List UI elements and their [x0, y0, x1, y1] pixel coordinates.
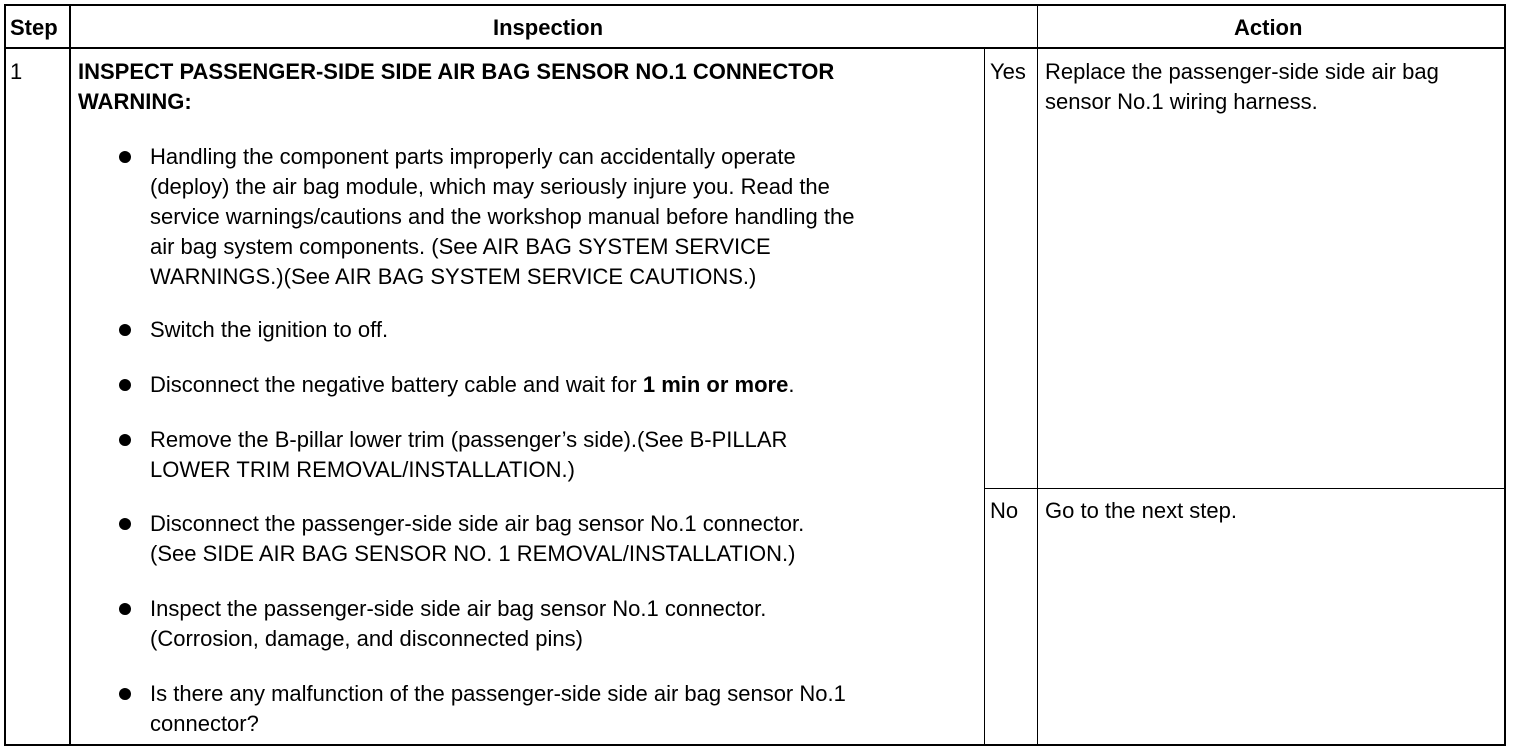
step-column-divider — [69, 4, 71, 746]
bullet-line: LOWER TRIM REMOVAL/INSTALLATION.) — [150, 457, 575, 482]
bullet-line: air bag system components. (See AIR BAG SYSTEM SERVICE — [150, 234, 771, 259]
bullet-line: Inspect the passenger-side side air bag sensor No.1 connector. — [150, 596, 767, 621]
yes-action-line: sensor No.1 wiring harness. — [1045, 89, 1318, 114]
bullet-line: Disconnect the passenger-side side air bag sensor No.1 connector. — [150, 511, 805, 536]
bullet-icon — [119, 324, 131, 336]
bullet-line: Handling the component parts improperly can accidentally operate — [150, 144, 796, 169]
bullet-line: Is there any malfunction of the passenger-side side air bag sensor No.1 — [150, 681, 846, 706]
header-inspection: Inspection — [493, 15, 604, 40]
bullet-item — [150, 142, 854, 292]
warning-label: WARNING: — [78, 89, 192, 114]
action-column-divider — [1037, 4, 1038, 746]
bullet-item — [150, 425, 787, 485]
no-action: Go to the next step. — [1045, 498, 1238, 523]
bullet-item — [150, 679, 846, 739]
bullet-item — [150, 370, 794, 400]
bullet-line: Switch the ignition to off. — [150, 317, 389, 342]
bullet-item — [150, 315, 388, 345]
bullet-text: Disconnect the negative battery cable and wait for — [150, 372, 643, 397]
yes-label: Yes — [990, 59, 1026, 84]
header-action: Action — [1234, 15, 1303, 40]
bullet-line: (Corrosion, damage, and disconnected pins) — [150, 626, 583, 651]
bullet-icon — [119, 151, 131, 163]
bullet-emphasis: 1 min or more — [642, 372, 789, 397]
answer-column-divider — [984, 48, 985, 746]
header-divider — [4, 47, 1506, 49]
bullet-line: WARNINGS.)(See AIR BAG SYSTEM SERVICE CAUTIONS.) — [150, 264, 757, 289]
bullet-line: (See SIDE AIR BAG SENSOR NO. 1 REMOVAL/INSTALLATION.) — [150, 541, 796, 566]
bullet-item — [150, 594, 766, 654]
no-label: No — [990, 498, 1019, 523]
bullet-line: Remove the B-pillar lower trim (passenger’s side).(See B-PILLAR — [150, 427, 788, 452]
bullet-line: (deploy) the air bag module, which may seriously injure you. Read the — [150, 174, 830, 199]
bullet-text-end: . — [788, 372, 795, 397]
bullet-icon — [119, 688, 131, 700]
bullet-line: connector? — [150, 711, 259, 736]
bullet-icon — [119, 434, 131, 446]
bullet-item — [150, 509, 804, 569]
yes-action-line: Replace the passenger-side side air bag — [1045, 59, 1439, 84]
inspection-title: INSPECT PASSENGER-SIDE SIDE AIR BAG SENSOR NO.1 CONNECTOR — [78, 59, 835, 84]
step-number: 1 — [10, 59, 23, 84]
bullet-icon — [119, 603, 131, 615]
bullet-icon — [119, 379, 131, 391]
yes-action — [1045, 57, 1439, 117]
bullet-icon — [119, 518, 131, 530]
bullet-line: service warnings/cautions and the workshop manual before handling the — [150, 204, 855, 229]
yes-no-divider — [984, 488, 1506, 489]
header-step: Step — [10, 15, 58, 40]
